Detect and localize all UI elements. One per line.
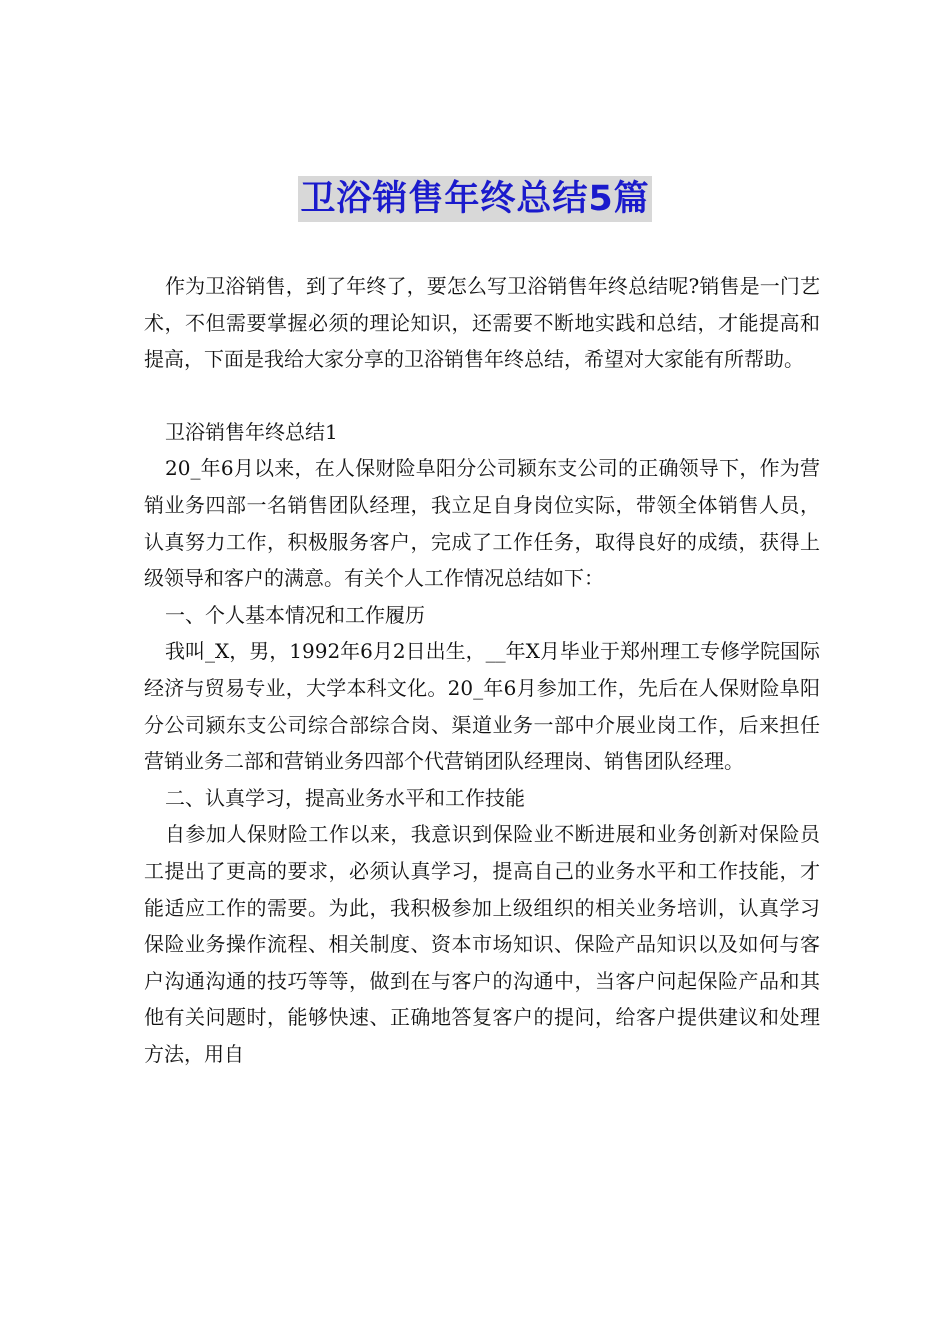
- body-paragraph: 自参加人保财险工作以来，我意识到保险业不断进展和业务创新对保险员工提出了更高的要求，必须认真学习，提高自己的业务水平和工作技能，才能适应工作的需要。为此，我积极参加上级组织的相关业务培训，认真学习保险业务操作流程、相关制度、资本市场知识、保险产品知识以及如何与客户沟通沟通的技巧等等，做到在与客户的沟通中，当客户问起保险产品和其他有关问题时，能够快速、正确地答复客户的提问，给客户提供建议和处理方法，用自: [144, 822, 820, 1066]
- body-paragraph: 我叫_X，男，1992年6月2日出生，__年X月毕业于郑州理工专修学院国际经济与贸易专业，大学本科文化。20_年6月参加工作，先后在人保财险阜阳分公司颍东支公司综合部综合岗、渠道业务一部中介展业岗工作，后来担任营销业务二部和营销业务四部个代营销团队经理岗、销售团队经理。: [144, 639, 820, 774]
- subheading: 二、认真学习，提高业务水平和工作技能: [165, 785, 525, 810]
- body-paragraph: 20_年6月以来，在人保财险阜阳分公司颍东支公司的正确领导下，作为营销业务四部一名销售团队经理，我立足自身岗位实际，带领全体销售人员，认真努力工作，积极服务客户，完成了工作任务，取得良好的成绩，获得上级领导和客户的满意。有关个人工作情况总结如下：: [144, 456, 820, 591]
- document-body: [144, 268, 820, 1072]
- intro-paragraph: 作为卫浴销售，到了年终了，要怎么写卫浴销售年终总结呢?销售是一门艺术，不但需要掌握必须的理论知识，还需要不断地实践和总结，才能提高和提高，下面是我给大家分享的卫浴销售年终总结，希望对大家能有所帮助。: [144, 274, 820, 372]
- section-heading: 卫浴销售年终总结1: [165, 419, 338, 444]
- document-title: 卫浴销售年终总结5篇: [298, 176, 651, 222]
- title-container: [0, 176, 950, 222]
- subheading: 一、个人基本情况和工作履历: [165, 602, 425, 627]
